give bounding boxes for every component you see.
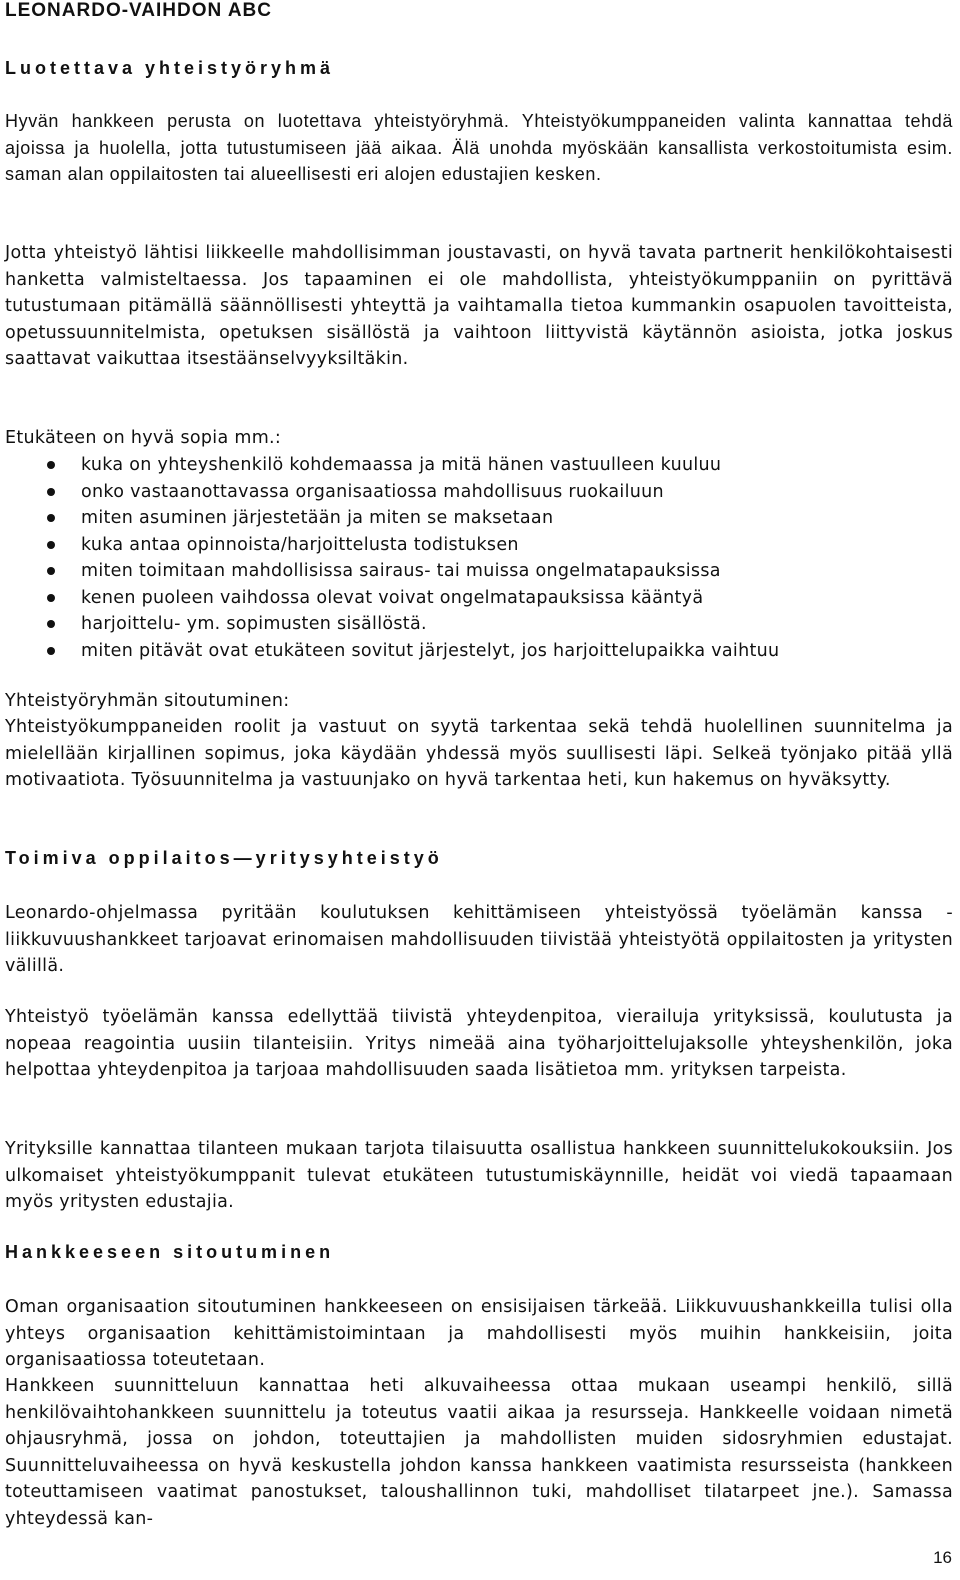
bullet-icon [47, 620, 55, 628]
paragraph-group-commitment: Yhteistyökumppaneiden roolit ja vastuut on syytä tarkentaa sekä tehdä huolellinen suunnitelma ja mielellään kirjallinen sopimus, joka käydään yhdessä myös suullisesti läpi. Selkeä työnjako pitää yllä motivaatiota. Työsuunnitelma ja vastuunjako on hyvä tarkentaa heti, kun hakemus on hyväksytty. [5, 717, 953, 790]
paragraph-leonardo-programme: Leonardo-ohjelmassa pyritään koulutuksen kehittämiseen yhteistyössä työelämän kanssa - liikkuvuushankkeet tarjoavat erinomaisen mahdollisuuden tiivistää yhteistyötä oppilaitosten ja yritysten välillä. [5, 903, 953, 976]
list-item: kuka antaa opinnoista/harjoittelusta todistuksen [5, 532, 953, 559]
page-number: 16 [933, 1548, 952, 1567]
section-heading-school-company: Toimiva oppilaitos—yritysyhteistyö [5, 848, 443, 868]
paragraph-cooperation-group-intro: Hyvän hankkeen perusta on luotettava yhteistyöryhmä. Yhteistyökumppaneiden valinta kannattaa tehdä ajoissa ja huolella, jotta tutustumiseen jää aikaa. Älä unohda myöskään kansallista verkostoitumista esim. saman alan oppilaitosten tai alueellisesti eri alojen edustajien kesken. [5, 111, 953, 184]
agreement-list [5, 452, 953, 664]
list-item: kenen puoleen vaihdossa olevat voivat ongelmatapauksissa kääntyä [5, 585, 953, 612]
bullet-icon [47, 514, 55, 522]
commitment-label: Yhteistyöryhmän sitoutuminen: [5, 691, 290, 711]
list-item: harjoittelu- ym. sopimusten sisällöstä. [5, 611, 953, 638]
section-heading-project-commitment: Hankkeeseen sitoutuminen [5, 1242, 335, 1262]
bullet-icon [47, 541, 55, 549]
bullet-icon [47, 461, 55, 469]
list-item: miten pitävät ovat etukäteen sovitut järjestelyt, jos harjoittelupaikka vaihtuu [5, 638, 953, 665]
list-item: miten toimitaan mahdollisissa sairaus- tai muissa ongelmatapauksissa [5, 558, 953, 585]
list-intro: Etukäteen on hyvä sopia mm.: [5, 428, 282, 448]
list-item: kuka on yhteyshenkilö kohdemaassa ja mitä hänen vastuulleen kuuluu [5, 452, 953, 479]
bullet-icon [47, 488, 55, 496]
list-item: onko vastaanottavassa organisaatiossa mahdollisuus ruokailuun [5, 479, 953, 506]
paragraph-project-planning: Hankkeen suunnitteluun kannattaa heti alkuvaiheessa ottaa mukaan useampi henkilö, sillä henkilövaihtohankkeen suunnittelu ja toteutus vaatii aikaa ja resursseja. Hankkeelle voidaan nimetä ohjausryhmä, jossa on johdon, toteuttajien ja mahdollisten muiden sidosryhmien edustajat. Suunnitteluvaiheessa on hyvä keskustella johdon kanssa hankkeen vaatimista resursseista (hankkeen toteuttamiseen vaatimat panostukset, taloushallinnon tuki, mahdolliset tilatarpeet jne.). Samassa yhteydessä kan- [5, 1376, 953, 1529]
paragraph-companies: Yrityksille kannattaa tilanteen mukaan tarjota tilaisuutta osallistua hankkeen suunnittelukokouksiin. Jos ulkomaiset yhteistyökumppanit tulevat etukäteen tutustumiskäynnille, heidät voi viedä tapaamaan myös yritysten edustajia. [5, 1139, 953, 1212]
section-heading-cooperation-group: Luotettava yhteistyöryhmä [5, 58, 335, 78]
bullet-icon [47, 567, 55, 575]
paragraph-meeting-partners: Jotta yhteistyö lähtisi liikkeelle mahdollisimman joustavasti, on hyvä tavata partnerit henkilökohtaisesti hanketta valmisteltaessa. Jos tapaaminen ei ole mahdollista, yhteistyökumppaniin on pyrittävä tutustumaan pitämällä säännöllisesti yhteyttä ja vaihtamalla tietoa kummankin osapuolen tavoitteista, opetussuunnitelmista, opetuksen sisällöstä ja vaihtoon liittyvistä käytännön asioista, jotka joskus saattavat vaikuttaa itsestäänselvyyksiltäkin. [5, 243, 953, 369]
bullet-icon [47, 647, 55, 655]
paragraph-working-life: Yhteistyö työelämän kanssa edellyttää tiivistä yhteydenpitoa, vierailuja yrityksissä, koulutusta ja nopeaa reagointia uusiin tilanteisiin. Yritys nimeää aina työharjoittelujaksolle yhteyshenkilön, joka helpottaa yhteydenpitoa ja tarjoaa mahdollisuuden saada lisätietoa mm. yrityksen tarpeista. [5, 1007, 953, 1080]
list-item: miten asuminen järjestetään ja miten se maksetaan [5, 505, 953, 532]
paragraph-organisation-commitment: Oman organisaation sitoutuminen hankkeeseen on ensisijaisen tärkeää. Liikkuvuushankkeilla tulisi olla yhteys organisaation kehittämistoimintaan ja mahdollisesti myös muihin hankkeisiin, joita organisaatiossa toteutetaan. [5, 1297, 953, 1370]
bullet-icon [47, 594, 55, 602]
document-title: LEONARDO-VAIHDON ABC [5, 0, 272, 21]
